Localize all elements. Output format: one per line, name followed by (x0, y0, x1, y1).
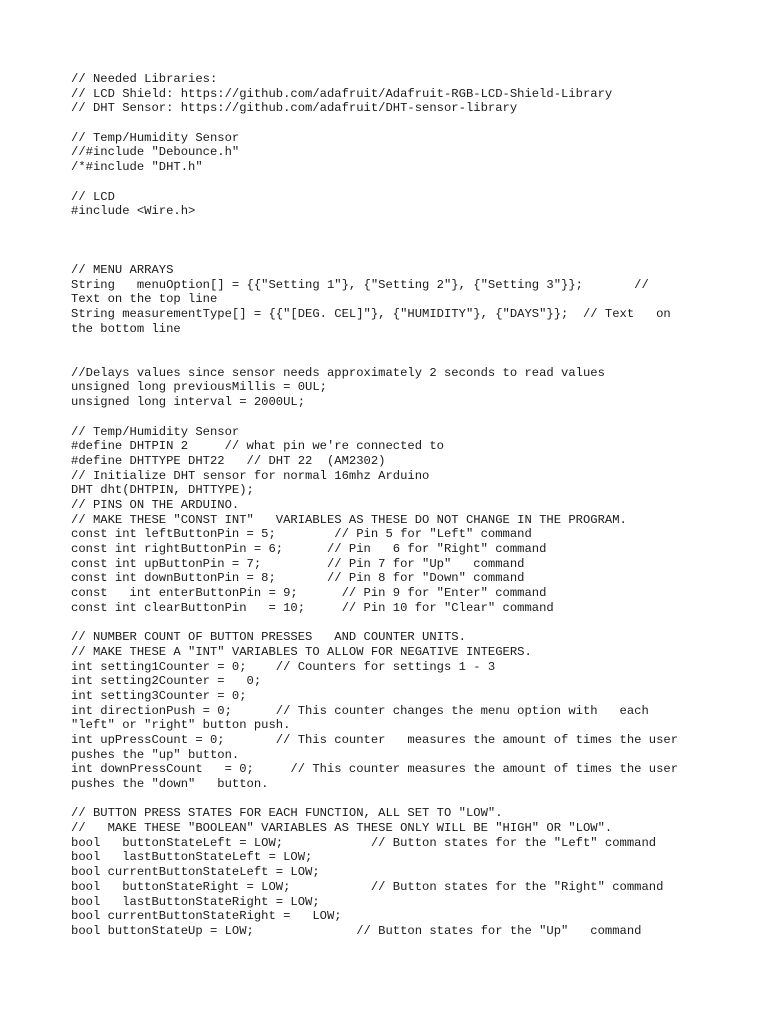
code-line: String menuOption[] = {{"Setting 1"}, {"Setting 2"}, {"Setting 3"}}; // (71, 277, 649, 292)
code-line (71, 219, 711, 234)
code-line: #define DHTPIN 2 // what pin we're connected to (71, 439, 444, 454)
code-line (71, 410, 711, 425)
code-line: int setting1Counter = 0; // Counters for settings 1 - 3 (71, 659, 496, 674)
code-line: /*#include "DHT.h" (71, 160, 203, 175)
code-line: bool buttonStateUp = LOW; // Button states for the "Up" command (71, 923, 642, 938)
code-line: // MAKE THESE A "INT" VARIABLES TO ALLOW FOR NEGATIVE INTEGERS. (71, 644, 532, 659)
code-line: // Needed Libraries: (71, 72, 218, 86)
code-line: // MENU ARRAYS (71, 262, 174, 277)
code-line (71, 615, 711, 630)
code-line: #include <Wire.h> (71, 204, 196, 219)
code-line: "left" or "right" button push. (71, 718, 291, 733)
code-line: int setting3Counter = 0; (71, 688, 247, 703)
code-line: Text on the top line (71, 292, 218, 307)
code-line (71, 234, 711, 249)
code-line (71, 248, 711, 263)
code-listing (71, 72, 711, 939)
code-line: unsigned long interval = 2000UL; (71, 395, 306, 410)
code-line (71, 116, 711, 131)
code-line: // MAKE THESE "CONST INT" VARIABLES AS THESE DO NOT CHANGE IN THE PROGRAM. (71, 512, 627, 527)
code-line: // DHT Sensor: https://github.com/adafruit/DHT-sensor-library (71, 101, 518, 116)
code-line: const int enterButtonPin = 9; // Pin 9 for "Enter" command (71, 586, 547, 601)
code-line: const int clearButtonPin = 10; // Pin 10 for "Clear" command (71, 600, 554, 615)
code-line: bool currentButtonStateLeft = LOW; (71, 865, 320, 880)
code-line: unsigned long previousMillis = 0UL; (71, 380, 327, 395)
code-line: // NUMBER COUNT OF BUTTON PRESSES AND COUNTER UNITS. (71, 630, 466, 645)
code-line: // Initialize DHT sensor for normal 16mhz Arduino (71, 468, 430, 483)
code-line: //Delays values since sensor needs approximately 2 seconds to read values (71, 365, 605, 380)
code-line: // Temp/Humidity Sensor (71, 424, 240, 439)
code-line: // LCD Shield: https://github.com/adafruit/Adafruit-RGB-LCD-Shield-Library (71, 86, 613, 101)
code-line: DHT dht(DHTPIN, DHTTYPE); (71, 483, 254, 498)
code-line: const int rightButtonPin = 6; // Pin 6 for "Right" command (71, 542, 547, 556)
code-line (71, 175, 711, 190)
code-line: bool buttonStateRight = LOW; // Button states for the "Right" command (71, 879, 664, 894)
code-line: const int upButtonPin = 7; // Pin 7 for "Up" command (71, 556, 525, 571)
code-line: int directionPush = 0; // This counter changes the menu option with each (71, 703, 649, 718)
code-line: const int downButtonPin = 8; // Pin 8 for "Down" command (71, 571, 525, 586)
code-line: pushes the "up" button. (71, 747, 240, 762)
code-line: int downPressCount = 0; // This counter measures the amount of times the user (71, 762, 679, 777)
code-line: // MAKE THESE "BOOLEAN" VARIABLES AS THESE ONLY WILL BE "HIGH" OR "LOW". (71, 821, 613, 836)
code-line: //#include "Debounce.h" (71, 145, 240, 160)
code-line: // Temp/Humidity Sensor (71, 130, 240, 145)
code-line: bool lastButtonStateRight = LOW; (71, 894, 320, 909)
code-line: int setting2Counter = 0; (71, 674, 262, 689)
code-line: bool currentButtonStateRight = LOW; (71, 909, 342, 924)
code-line: String measurementType[] = {{"[DEG. CEL]"}, {"HUMIDITY"}, {"DAYS"}}; // Text on (71, 307, 671, 321)
code-line: the bottom line (71, 321, 181, 336)
code-line: int upPressCount = 0; // This counter measures the amount of times the user (71, 732, 679, 747)
code-line: bool buttonStateLeft = LOW; // Button states for the "Left" command (71, 835, 657, 850)
code-line: // LCD (71, 189, 115, 204)
code-line: bool lastButtonStateLeft = LOW; (71, 850, 313, 865)
code-line: #define DHTTYPE DHT22 // DHT 22 (AM2302) (71, 453, 386, 468)
code-line (71, 792, 711, 807)
code-line: // BUTTON PRESS STATES FOR EACH FUNCTION, ALL SET TO "LOW". (71, 806, 503, 821)
code-line: // PINS ON THE ARDUINO. (71, 497, 240, 512)
code-line: pushes the "down" button. (71, 777, 269, 791)
code-line: const int leftButtonPin = 5; // Pin 5 for "Left" command (71, 527, 532, 542)
code-line (71, 336, 711, 351)
code-line (71, 351, 711, 366)
